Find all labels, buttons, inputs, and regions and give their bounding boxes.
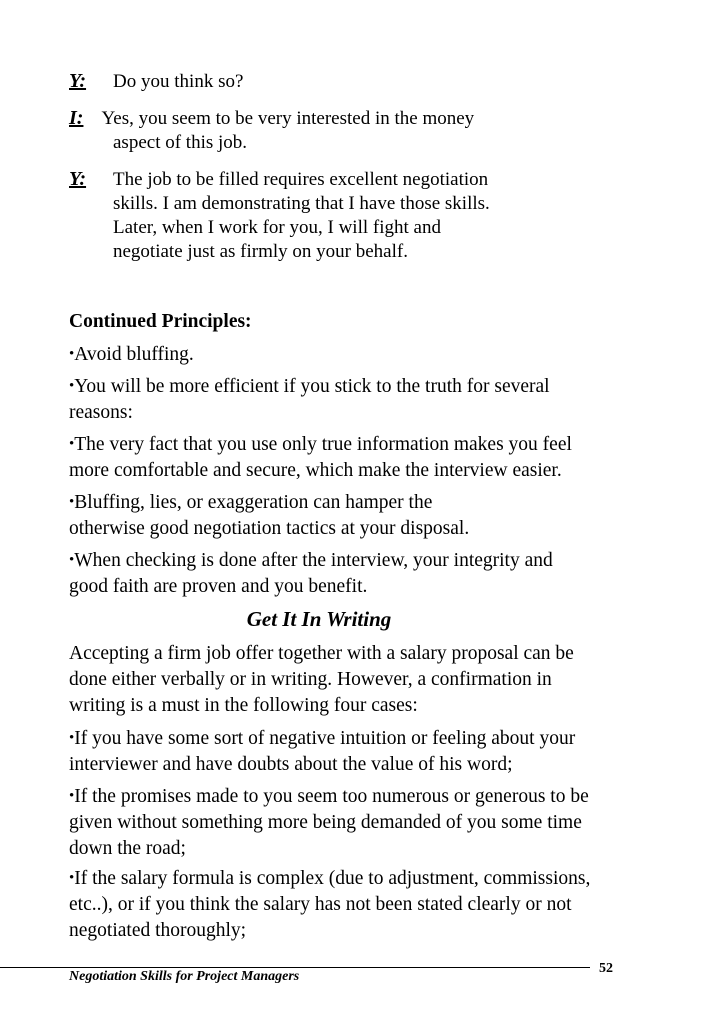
dialog-line: aspect of this job. [113, 132, 248, 153]
principle-item: •You will be more efficient if you stick to the truth for several reasons: [69, 376, 550, 423]
bullet-icon: • [69, 870, 75, 886]
dialog-line: Yes, you seem to be very interested in the money [101, 108, 475, 129]
dialog-line: The job to be filled requires excellent negotiation [113, 169, 489, 190]
dialog-first-line [69, 167, 669, 192]
speaker-label: I: [69, 107, 84, 129]
principles-heading: Continued Principles: [69, 311, 252, 332]
writing-intro: Accepting a firm job offer together with a salary proposal can be done either verbally or in writing. However, a confirmation in writing is a must in the following four cases: [69, 643, 574, 716]
principle-item: •The very fact that you use only true information makes you feel more comfortable and secure, which make the interview easier. [69, 434, 572, 481]
bullet-icon: • [69, 436, 75, 452]
bullet-icon: • [69, 494, 75, 510]
dialog-line: negotiate just as firmly on your behalf. [113, 241, 408, 262]
page-number: 52 [599, 961, 613, 976]
footer-title: Negotiation Skills for Project Managers [69, 969, 300, 984]
writing-item: •If the salary formula is complex (due to adjustment, commissions, etc..), or if you think the salary has not been stated clearly or not negotiated thoroughly; [69, 868, 591, 941]
dialog-line: Later, when I work for you, I will fight and [113, 217, 441, 238]
speaker-label: Y: [69, 168, 87, 190]
section-title: Get It In Writing [246, 607, 392, 631]
writing-item: •If you have some sort of negative intuition or feeling about your interviewer and have doubts about the value of his word; [69, 728, 576, 775]
principle-item: •When checking is done after the interview, your integrity and good faith are proven and you benefit. [69, 550, 553, 597]
writing-item: •If the promises made to you seem too numerous or generous to be given without something more being demanded of you some time down the road; [69, 786, 589, 859]
dialog-entry-2 [69, 106, 669, 155]
dialog-first-line [69, 106, 669, 131]
dialog-line: skills. I am demonstrating that I have those skills. [113, 193, 490, 214]
dialog-line: Do you think so? [113, 71, 244, 92]
bullet-icon: • [69, 346, 75, 362]
principle-item: •Bluffing, lies, or exaggeration can hamper the otherwise good negotiation tactics at your disposal. [69, 492, 470, 539]
bullet-icon: • [69, 378, 75, 394]
bullet-icon: • [69, 788, 75, 804]
bullet-icon: • [69, 730, 75, 746]
dialog-first-line [69, 69, 669, 94]
bullet-icon: • [69, 552, 75, 568]
dialog-entry-1 [69, 69, 669, 94]
speaker-label: Y: [69, 70, 87, 92]
principle-item: •Avoid bluffing. [69, 344, 194, 365]
dialog-entry-3 [69, 167, 669, 264]
